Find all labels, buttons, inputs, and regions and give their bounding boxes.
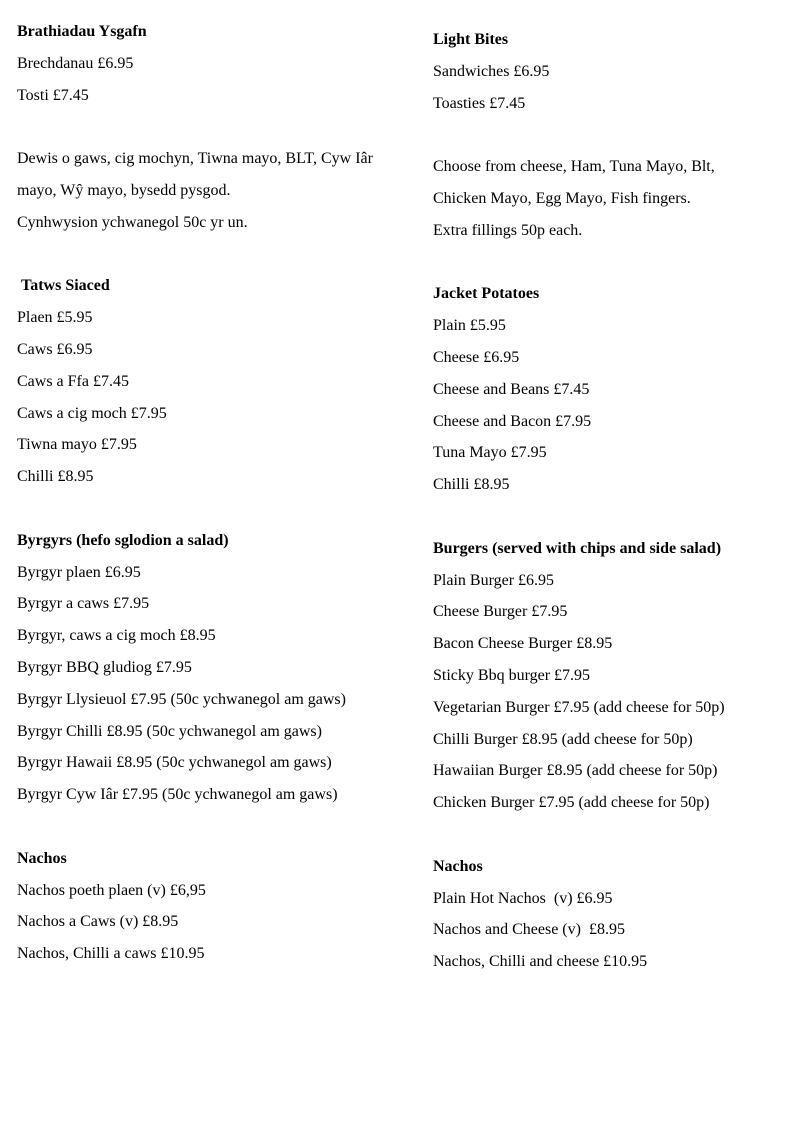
menu-item-line: Vegetarian Burger £7.95 (add cheese for 50p)	[433, 698, 725, 716]
menu-item-line: Nachos, Chilli and cheese £10.95	[433, 953, 648, 971]
menu-item-line: Caws a Ffa £7.45	[17, 372, 129, 390]
section-heading: Light Bites	[433, 31, 509, 48]
menu-item-line: Chilli Burger £8.95 (add cheese for 50p)	[433, 730, 693, 748]
welsh-burgers-section	[17, 525, 391, 811]
menu-item-line: Tosti £7.45	[17, 86, 89, 104]
menu-item-line: Brechdanau £6.95	[17, 54, 134, 72]
english-burgers-section	[433, 533, 788, 819]
menu-item-line: Plain Burger £6.95	[433, 571, 555, 589]
menu-description-line: Chicken Mayo, Egg Mayo, Fish fingers.	[433, 189, 691, 207]
english-light-bites-section	[433, 24, 788, 247]
welsh-light-bites-section	[17, 16, 391, 239]
menu-item-line: Tiwna mayo £7.95	[17, 436, 137, 454]
menu-item-line: Plain £5.95	[433, 317, 506, 335]
menu-item-line: Cheese £6.95	[433, 348, 520, 366]
menu-item-line: Sandwiches £6.95	[433, 62, 550, 80]
menu-item-line: Nachos poeth plaen (v) £6,95	[17, 881, 206, 899]
menu-item-line: Byrgyr Chilli £8.95 (50c ychwanegol am gaws)	[17, 722, 322, 740]
menu-item-line: Plaen £5.95	[17, 309, 93, 327]
menu-item-line: Cheese and Beans £7.45	[433, 380, 590, 398]
section-heading: Tatws Siaced	[17, 277, 110, 295]
section-heading: Byrgyrs (hefo sglodion a salad)	[17, 531, 229, 549]
fillings-description	[433, 151, 788, 246]
menu-item-line: Bacon Cheese Burger £8.95	[433, 635, 613, 653]
menu-item-line: Byrgyr Cyw Iâr £7.95 (50c ychwanegol am gaws)	[17, 786, 338, 804]
menu-item-line: Chilli £8.95	[433, 476, 510, 494]
section-heading: Jacket Potatoes	[433, 285, 540, 303]
menu-item-line: Nachos and Cheese (v) £8.95	[433, 921, 625, 939]
menu-item-line: Nachos, Chilli a caws £10.95	[17, 945, 205, 963]
menu-column-english	[397, 0, 794, 1123]
menu-item-line: Byrgyr, caws a cig moch £8.95	[17, 627, 216, 645]
english-nachos-section	[433, 851, 788, 978]
menu-item-line: Hawaiian Burger £8.95 (add cheese for 50p)	[433, 762, 718, 780]
menu-item-line: Plain Hot Nachos (v) £6.95	[433, 889, 613, 907]
menu-item-line: Byrgyr BBQ gludiog £7.95	[17, 658, 192, 676]
menu-item-line: Chilli £8.95	[17, 468, 94, 486]
menu-description-line: mayo, Wŷ mayo, bysedd pysgod.	[17, 181, 231, 199]
menu-item-line: Byrgyr a caws £7.95	[17, 595, 150, 613]
menu-item-line: Caws £6.95	[17, 340, 93, 358]
menu-item-line: Toasties £7.45	[433, 94, 526, 112]
menu-item-line: Sticky Bbq burger £7.95	[433, 666, 591, 684]
section-heading: Brathiadau Ysgafn	[17, 23, 147, 40]
menu-item-line: Cheese Burger £7.95	[433, 603, 568, 621]
english-jacket-potatoes-section	[433, 278, 788, 501]
menu-item-line: Nachos a Caws (v) £8.95	[17, 913, 179, 931]
menu-description-line: Dewis o gaws, cig mochyn, Tiwna mayo, BLT, Cyw Iâr	[17, 150, 373, 168]
welsh-nachos-section	[17, 843, 391, 970]
menu-item-line: Byrgyr Hawaii £8.95 (50c ychwanegol am gaws)	[17, 754, 332, 772]
menu-item-line: Byrgyr Llysieuol £7.95 (50c ychwanegol am gaws)	[17, 690, 346, 708]
menu-item-line: Cheese and Bacon £7.95	[433, 412, 592, 430]
section-heading: Nachos	[17, 849, 67, 867]
section-heading: Nachos	[433, 857, 483, 875]
menu-item-line: Chicken Burger £7.95 (add cheese for 50p)	[433, 794, 710, 812]
menu-item-line: Byrgyr plaen £6.95	[17, 563, 141, 581]
menu-description-line: Choose from cheese, Ham, Tuna Mayo, Blt,	[433, 158, 715, 176]
menu-item-line: Caws a cig moch £7.95	[17, 404, 167, 422]
section-heading: Burgers (served with chips and side salad)	[433, 539, 722, 557]
menu-item-line: Tuna Mayo £7.95	[433, 444, 547, 462]
fillings-description	[17, 143, 391, 238]
menu-description-line: Extra fillings 50p each.	[433, 221, 583, 239]
welsh-jacket-potatoes-section	[17, 270, 391, 493]
menu-description-line: Cynhwysion ychwanegol 50c yr un.	[17, 213, 248, 231]
